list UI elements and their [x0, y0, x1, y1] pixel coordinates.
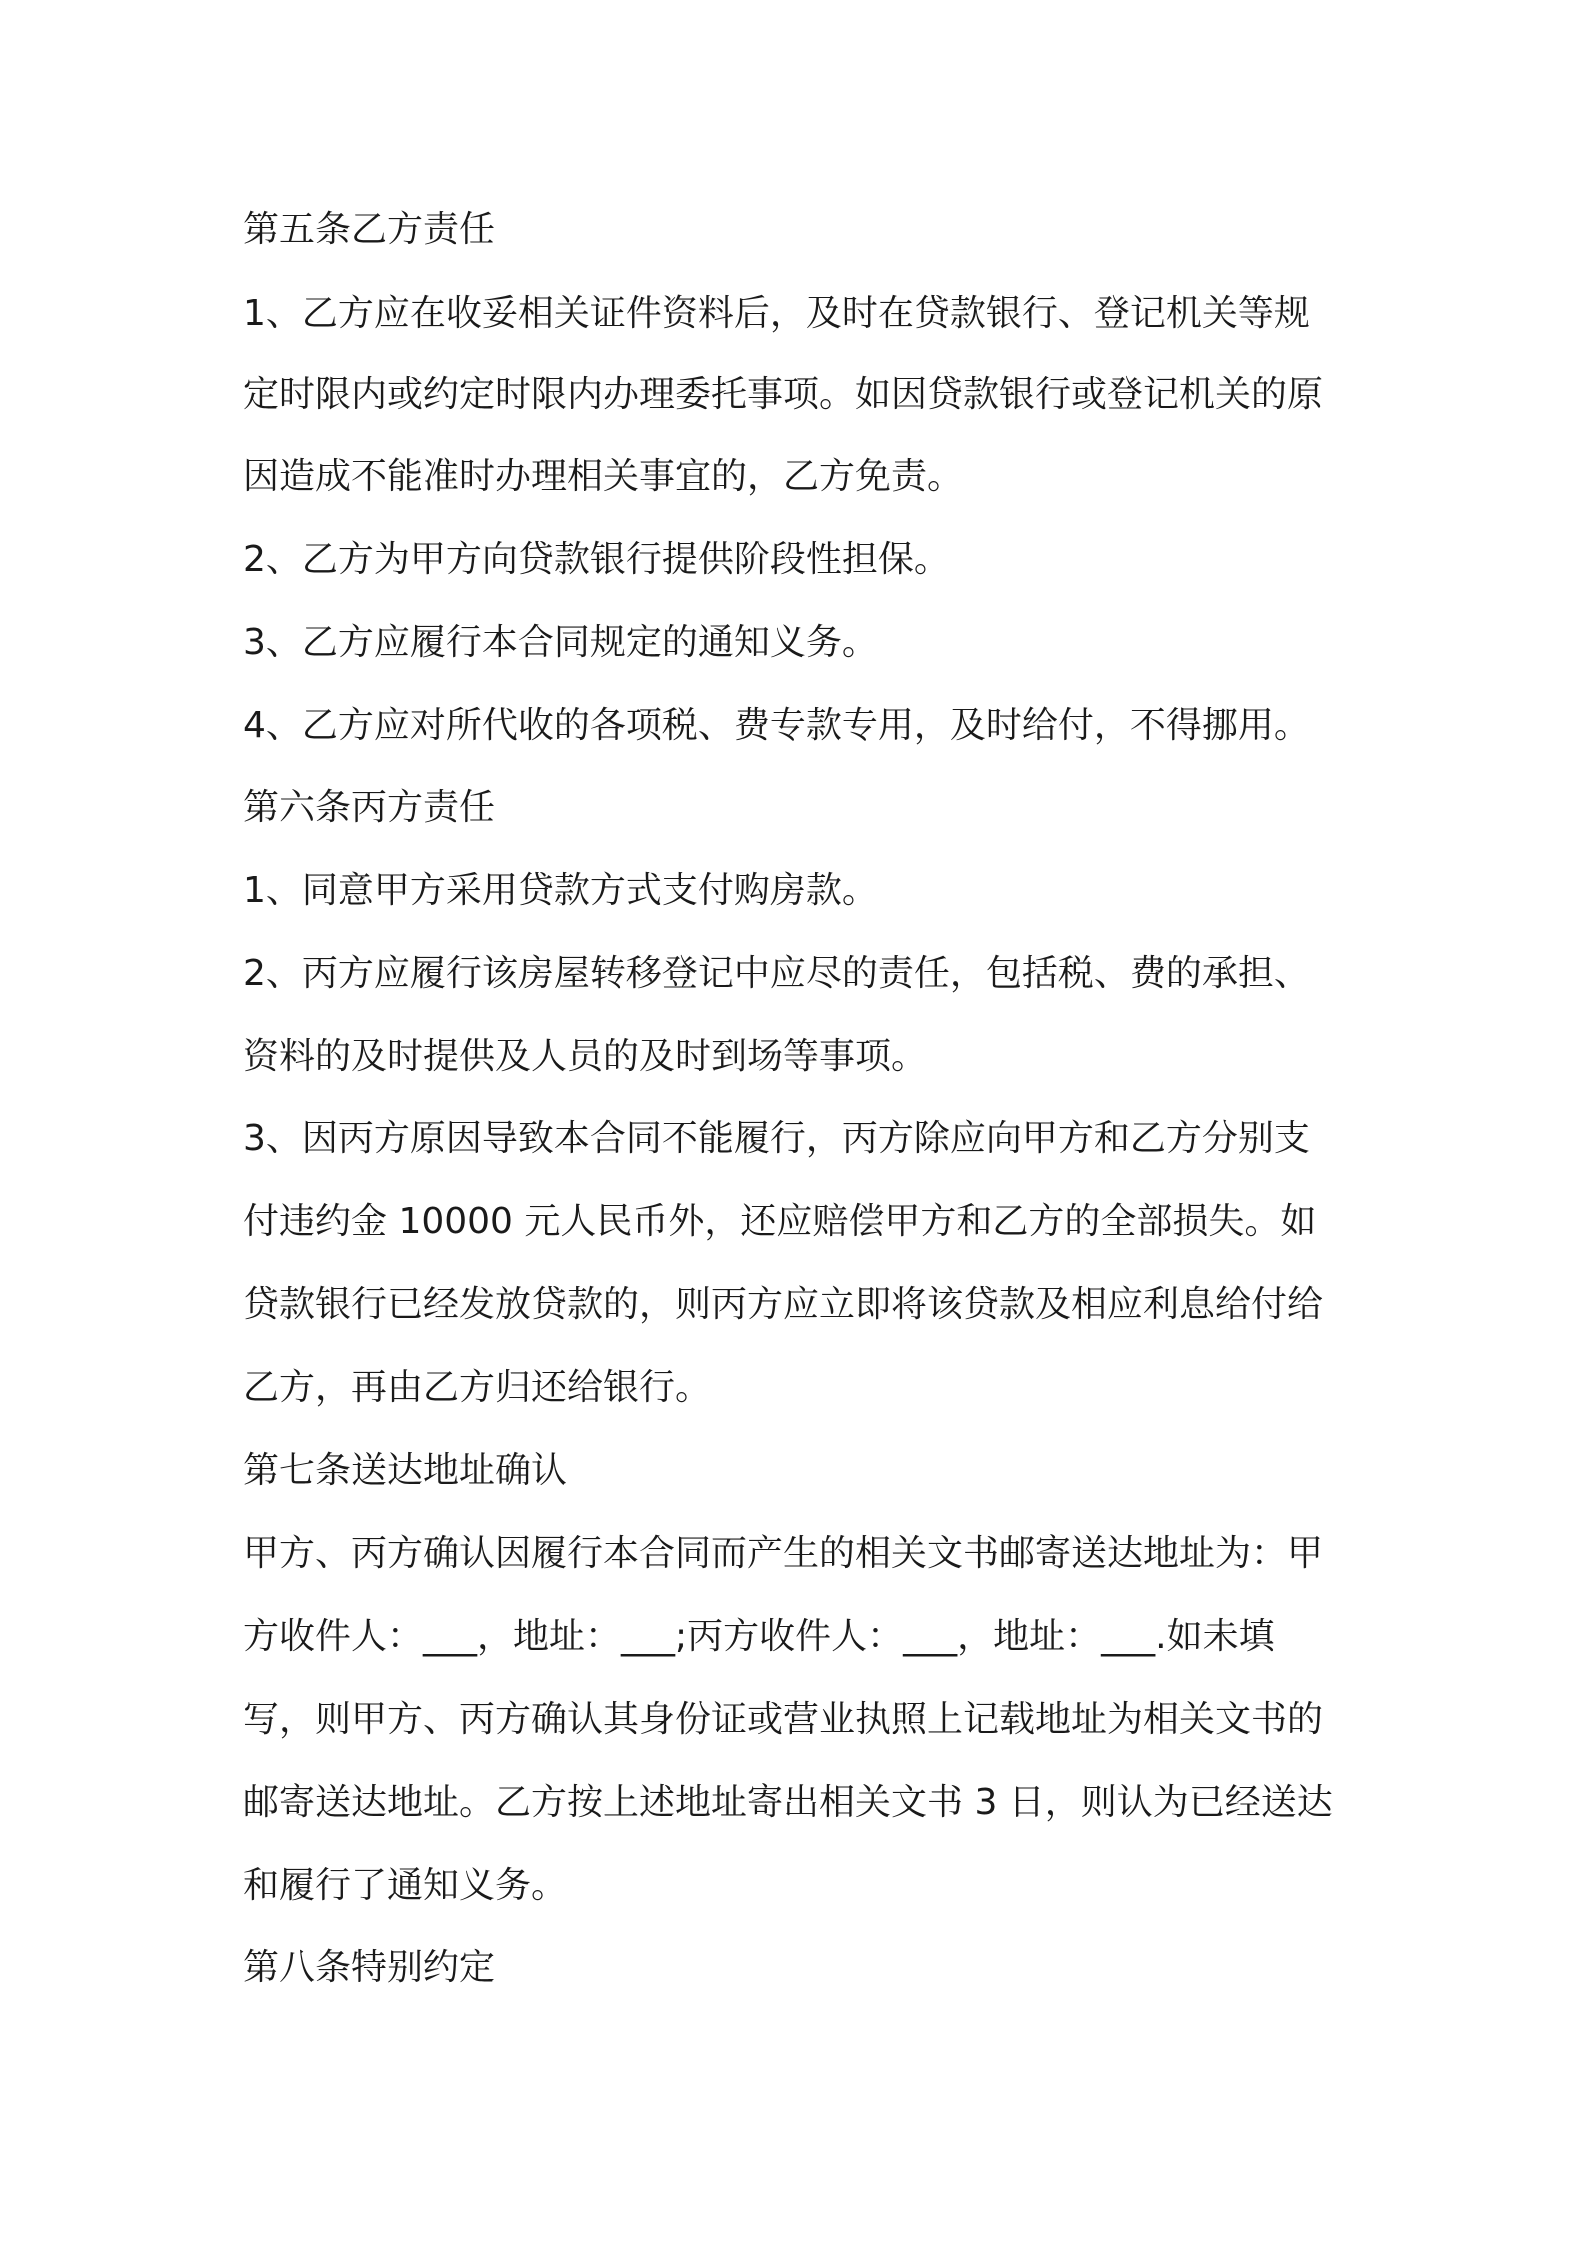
article-8-heading: 第八条特别约定 — [243, 1947, 496, 1988]
article-6-item-2-line-2: 资料的及时提供及人员的及时到场等事项。 — [243, 1036, 928, 1077]
article-7-line-4: 邮寄送达地址。乙方按上述地址寄出相关文书 3 日，则认为已经送达 — [243, 1782, 1333, 1823]
article-5-item-1-line-1: 1、乙方应在收妥相关证件资料后，及时在贷款银行、登记机关等规 — [243, 293, 1310, 334]
article-5-item-4: 4、乙方应对所代收的各项税、费专款专用，及时给付，不得挪用。 — [243, 705, 1310, 746]
article-7-line-2: 方收件人：___，地址：___;丙方收件人：___，地址：___.如未填 — [243, 1616, 1275, 1657]
article-5-item-1-line-2: 定时限内或约定时限内办理委托事项。如因贷款银行或登记机关的原 — [243, 374, 1324, 415]
article-6-item-3-line-4: 乙方，再由乙方归还给银行。 — [243, 1367, 712, 1408]
article-5-item-2: 2、乙方为甲方向贷款银行提供阶段性担保。 — [243, 539, 950, 580]
article-6-item-3-line-3: 贷款银行已经发放贷款的，则丙方应立即将该贷款及相应利息给付给 — [243, 1284, 1324, 1325]
article-5-heading: 第五条乙方责任 — [243, 209, 496, 250]
article-7-line-1: 甲方、丙方确认因履行本合同而产生的相关文书邮寄送达地址为：甲 — [243, 1533, 1324, 1574]
article-6-heading: 第六条丙方责任 — [243, 787, 496, 828]
article-7-line-5: 和履行了通知义务。 — [243, 1865, 568, 1906]
article-6-item-3-line-1: 3、因丙方原因导致本合同不能履行，丙方除应向甲方和乙方分别支 — [243, 1118, 1310, 1159]
article-5-item-1-line-3: 因造成不能准时办理相关事宜的，乙方免责。 — [243, 456, 964, 497]
article-6-item-1: 1、同意甲方采用贷款方式支付购房款。 — [243, 870, 878, 911]
article-6-item-2-line-1: 2、丙方应履行该房屋转移登记中应尽的责任，包括税、费的承担、 — [243, 953, 1310, 994]
article-6-item-3-line-2: 付违约金 10000 元人民币外，还应赔偿甲方和乙方的全部损失。如 — [243, 1201, 1317, 1242]
article-5-item-3: 3、乙方应履行本合同规定的通知义务。 — [243, 622, 878, 663]
article-7-heading: 第七条送达地址确认 — [243, 1450, 568, 1491]
article-7-line-3: 写，则甲方、丙方确认其身份证或营业执照上记载地址为相关文书的 — [243, 1699, 1324, 1740]
